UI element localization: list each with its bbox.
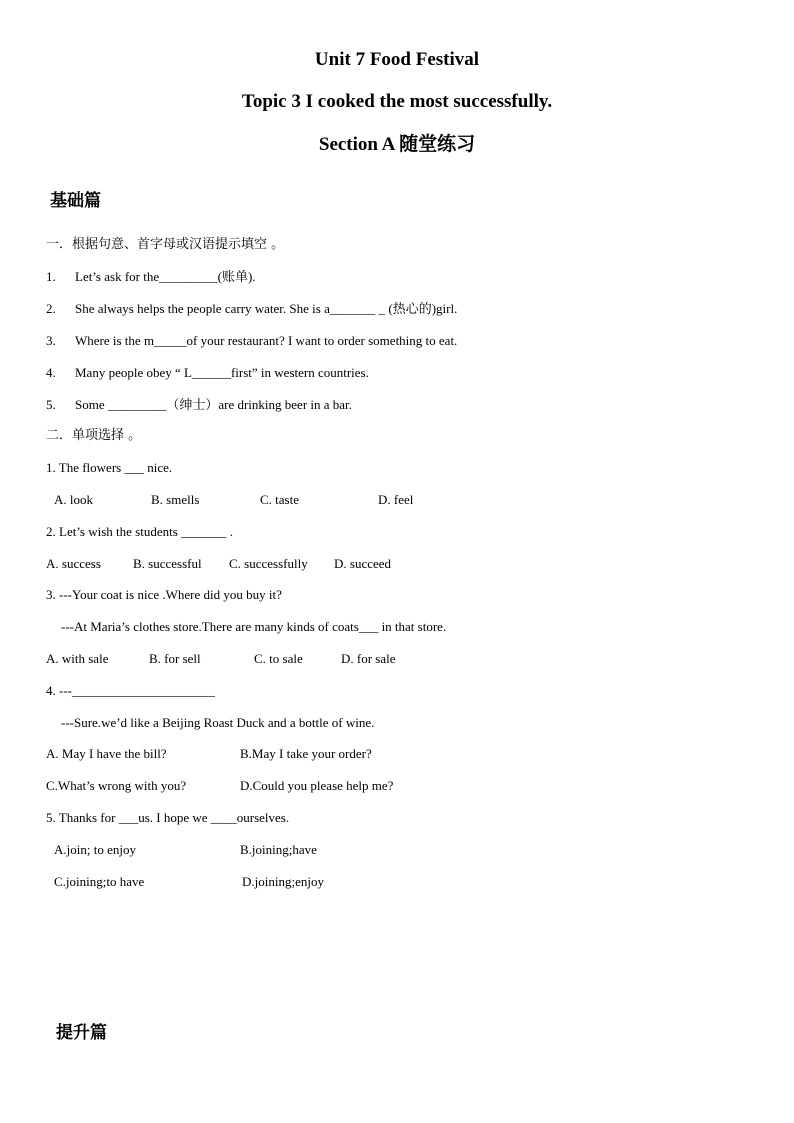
option-b: B. smells xyxy=(151,492,200,507)
option-a: A.join; to enjoy xyxy=(54,842,136,857)
option-d: D. feel xyxy=(378,492,414,507)
option-c: C. to sale xyxy=(254,651,303,666)
item-number: 4. xyxy=(46,365,56,380)
item-number: 5. xyxy=(46,397,56,412)
option-b: B. successful xyxy=(133,556,202,571)
question-3-reply: ---At Maria’s clothes store.There are many kinds of coats___ in that store. xyxy=(61,619,447,634)
option-c: C.joining;to have xyxy=(54,874,145,889)
option-d: D. for sale xyxy=(341,651,396,666)
question-4: 4. ---______________________ xyxy=(46,683,215,698)
item-number: 2. xyxy=(46,301,56,316)
fill-blank-item: Where is the m_____of your restaurant? I want to order something to eat. xyxy=(75,333,458,348)
item-number: 1. xyxy=(46,269,56,284)
fill-blank-item: Let’s ask for the_________(账单). xyxy=(75,269,256,284)
option-b: B. for sell xyxy=(149,651,201,666)
option-c: C.What’s wrong with you? xyxy=(46,778,187,793)
section-title: Section A 随堂练习 xyxy=(318,134,476,155)
option-a: A. look xyxy=(54,492,93,507)
unit-title: Unit 7 Food Festival xyxy=(314,49,480,70)
item-number: 3. xyxy=(46,333,56,348)
option-d: D.Could you please help me? xyxy=(240,778,394,793)
part2-title: 二．单项选择 。 xyxy=(46,428,142,443)
topic-title: Topic 3 I cooked the most successfully. xyxy=(241,91,553,112)
part1-title: 一．根据句意、首字母或汉语提示填空 。 xyxy=(46,237,285,252)
fill-blank-item: Some _________（绅士）are drinking beer in a bar. xyxy=(75,397,352,412)
option-a: A. with sale xyxy=(46,651,109,666)
question-4-reply: ---Sure.we’d like a Beijing Roast Duck and a bottle of wine. xyxy=(61,715,375,730)
question-3: 3. ---Your coat is nice .Where did you buy it? xyxy=(46,587,282,602)
fill-blank-item: She always helps the people carry water. She is a_______ _ (热心的)girl. xyxy=(75,301,458,316)
basic-heading: 基础篇 xyxy=(50,191,101,211)
option-c: C. successfully xyxy=(229,556,308,571)
fill-blank-item: Many people obey “ L______first” in western countries. xyxy=(75,365,369,380)
option-d: D. succeed xyxy=(334,556,392,571)
option-b: B.joining;have xyxy=(240,842,317,857)
option-a: A. May I have the bill? xyxy=(46,746,167,761)
option-b: B.May I take your order? xyxy=(240,746,372,761)
question-1: 1. The flowers ___ nice. xyxy=(46,460,173,475)
advanced-heading: 提升篇 xyxy=(56,1023,107,1043)
option-d: D.joining;enjoy xyxy=(242,874,324,889)
option-a: A. success xyxy=(46,556,101,571)
question-2: 2. Let’s wish the students _______ . xyxy=(46,524,234,539)
option-c: C. taste xyxy=(260,492,299,507)
question-5: 5. Thanks for ___us. I hope we ____ourselves. xyxy=(46,810,290,825)
